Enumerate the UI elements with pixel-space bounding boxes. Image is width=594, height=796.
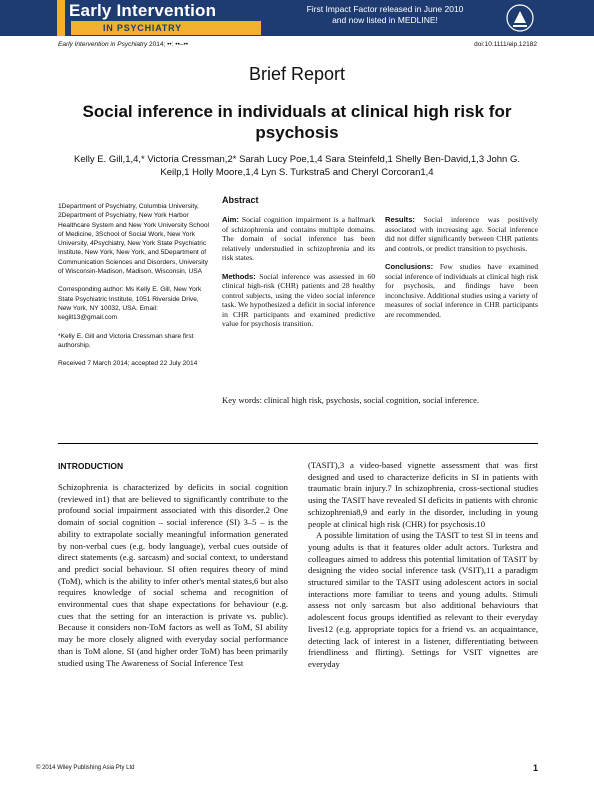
journal-masthead [57, 0, 267, 36]
conclusions-label: Conclusions: [385, 262, 434, 271]
citation-volume-pages: ••: ••–•• [167, 41, 189, 48]
results-text: Social inference was positively associated with increasing age. Social inference did not differ significantly between CHR patients and controls, or predict transition to psychosis. [385, 215, 538, 253]
journal-header [0, 0, 594, 36]
abstract-methods [222, 272, 375, 329]
banner-line-2: and now listed in MEDLINE! [332, 15, 438, 25]
aim-label: Aim: [222, 215, 239, 224]
impact-factor-banner [270, 4, 500, 26]
author-list: Kelly E. Gill,1,4,* Victoria Cressman,2* Sarah Lucy Poe,1,4 Sara Steinfeld,1 Shelly Ben-David,1,3 John G. Keilp,1 Holly Moore,1,4 Lyn S. Turkstra5 and Cheryl Corcoran1,4 [73, 154, 521, 178]
copyright-notice: © 2014 Wiley Publishing Asia Pty Ltd [36, 765, 135, 771]
introduction-heading: INTRODUCTION [58, 461, 124, 471]
methods-label: Methods: [222, 271, 256, 281]
abstract-conclusions [385, 262, 538, 319]
citation-journal: Early Intervention in Psychiatry [58, 41, 148, 48]
methods-text: Social inference was assessed in 60 clinical high-risk (CHR) patients and 28 healthy control subjects, using the video social inference task. We hypothesized a deficit in social inference in CHR participants and examined predictive value for psychosis transition. [222, 271, 375, 328]
section-divider [58, 443, 538, 444]
banner-line-1: First Impact Factor released in June 2010 [306, 4, 464, 14]
intro-paragraph-3: A possible limitation of using the TASIT to test SI in teens and young adults is that it features older adult actors. Turkstra and colleagues aimed to address this potential limitation of TASIT by designing the video social inference task (VSIT),11 a paradigm structured similar to the TASIT using adolescent actors in social interactions more familiar to teens and young adults. Stimuli assess not only sarcasm but also additional behaviours that adolescent focus groups identified as relevant to their everyday lives12 (e.g. appropriate topics for a friend vs. an acquaintance, detecting lack of interest in a listener, differentiating between friendliness and flirting). Settings for VSIT vignettes are everyday [308, 530, 538, 669]
journal-title: Early Intervention [69, 1, 217, 20]
keywords: Key words: clinical high risk, psychosis, social cognition, social inference. [222, 395, 480, 405]
section-label: Brief Report [248, 64, 346, 84]
article-title: Social inference in individuals at clinical high risk for psychosis [82, 102, 512, 142]
conclusions-text: Few studies have examined social inference of individuals at clinical high risk for psychosis, and findings have been inconclusive. Additional studies using a variety of measures of social inference in CHR participants are recommended. [385, 262, 538, 319]
affiliations-column [58, 202, 210, 377]
page-number: 1 [532, 763, 538, 773]
abstract-right-column [385, 215, 538, 328]
affiliation-departments: 1Department of Psychiatry, Columbia University, 2Department of Psychiatry, New York Harbor Healthcare System and New York University School of Medicine, 3School of Social Work, New York University, 4Psychiatry, New York State Psychiatric Institute, New York, New York, and 5Department of Communication Sciences and Disorders, University of Wisconsin-Madison, Madison, Wisconsin, USA [58, 203, 209, 276]
society-logo-icon [505, 3, 535, 33]
abstract-heading: Abstract [222, 195, 259, 205]
journal-subtitle: IN PSYCHIATRY [71, 21, 261, 35]
masthead-accent-bar [57, 0, 65, 36]
body-left-column [58, 482, 288, 669]
abstract-aim [222, 215, 375, 263]
abstract-left-column [222, 215, 375, 338]
intro-paragraph-1: Schizophrenia is characterized by deficits in social cognition (reviewed in1) that are believed to significantly contribute to the profound social impairment associated with this disorder.2 One domain of social cognition – social inference (SI) 3–5 – is the ability to extrapolate socially meaningful information generated by non-verbal cues (e.g. body language), verbal cues outside of direct statements (e.g. sarcasm) and social context, to understand and predict social behaviour. SI often requires theory of mind (ToM), which is the ability to infer other's mental states,6 but also requires knowledge of social schema and recognition of environmental cues that shape expectations for behaviour (e.g. cues that the setting for an interaction is private vs. public). Because it considers non-ToM factors as well as ToM, SI ability may be more closely aligned with everyday social performance than is ToM alone. SI (and higher order ToM) has been primarily studied using The Awareness of Social Inference Test [58, 482, 288, 668]
first-authorship-note: *Kelly E. Gill and Victoria Cressman share first authorship. [58, 332, 194, 349]
citation-year: 2014; [147, 41, 168, 48]
aim-text: Social cognition impairment is a hallmark of schizophrenia and contains multiple domains. The domain of social inference has been relatively understudied in schizophrenia and its risk states. [222, 215, 375, 262]
corresponding-author: Corresponding author: Ms Kelly E. Gill, New York State Psychiatric Institute, 1051 Riverside Drive, New York, NY 10032, USA. Email: kegill13@gmail.com [58, 286, 202, 322]
doi-link[interactable]: doi:10.1111/eip.12182 [474, 41, 537, 48]
body-right-column [308, 460, 538, 671]
results-label: Results: [385, 215, 415, 224]
citation-line [58, 41, 188, 48]
received-accepted-dates: Received 7 March 2014; accepted 22 July 2014 [58, 360, 198, 368]
intro-paragraph-2: (TASIT),3 a video-based vignette assessment that was first designed and used to characterize deficits in SI in patients with traumatic brain injury.7 In schizophrenia, cross-sectional studies using the TASIT have revealed SI deficits in patients with chronic schizophrenia8,9 and early in the disorder, including in young people at clinical high risk (CHR) for psychosis.10 [308, 460, 538, 529]
abstract-results [385, 215, 538, 253]
